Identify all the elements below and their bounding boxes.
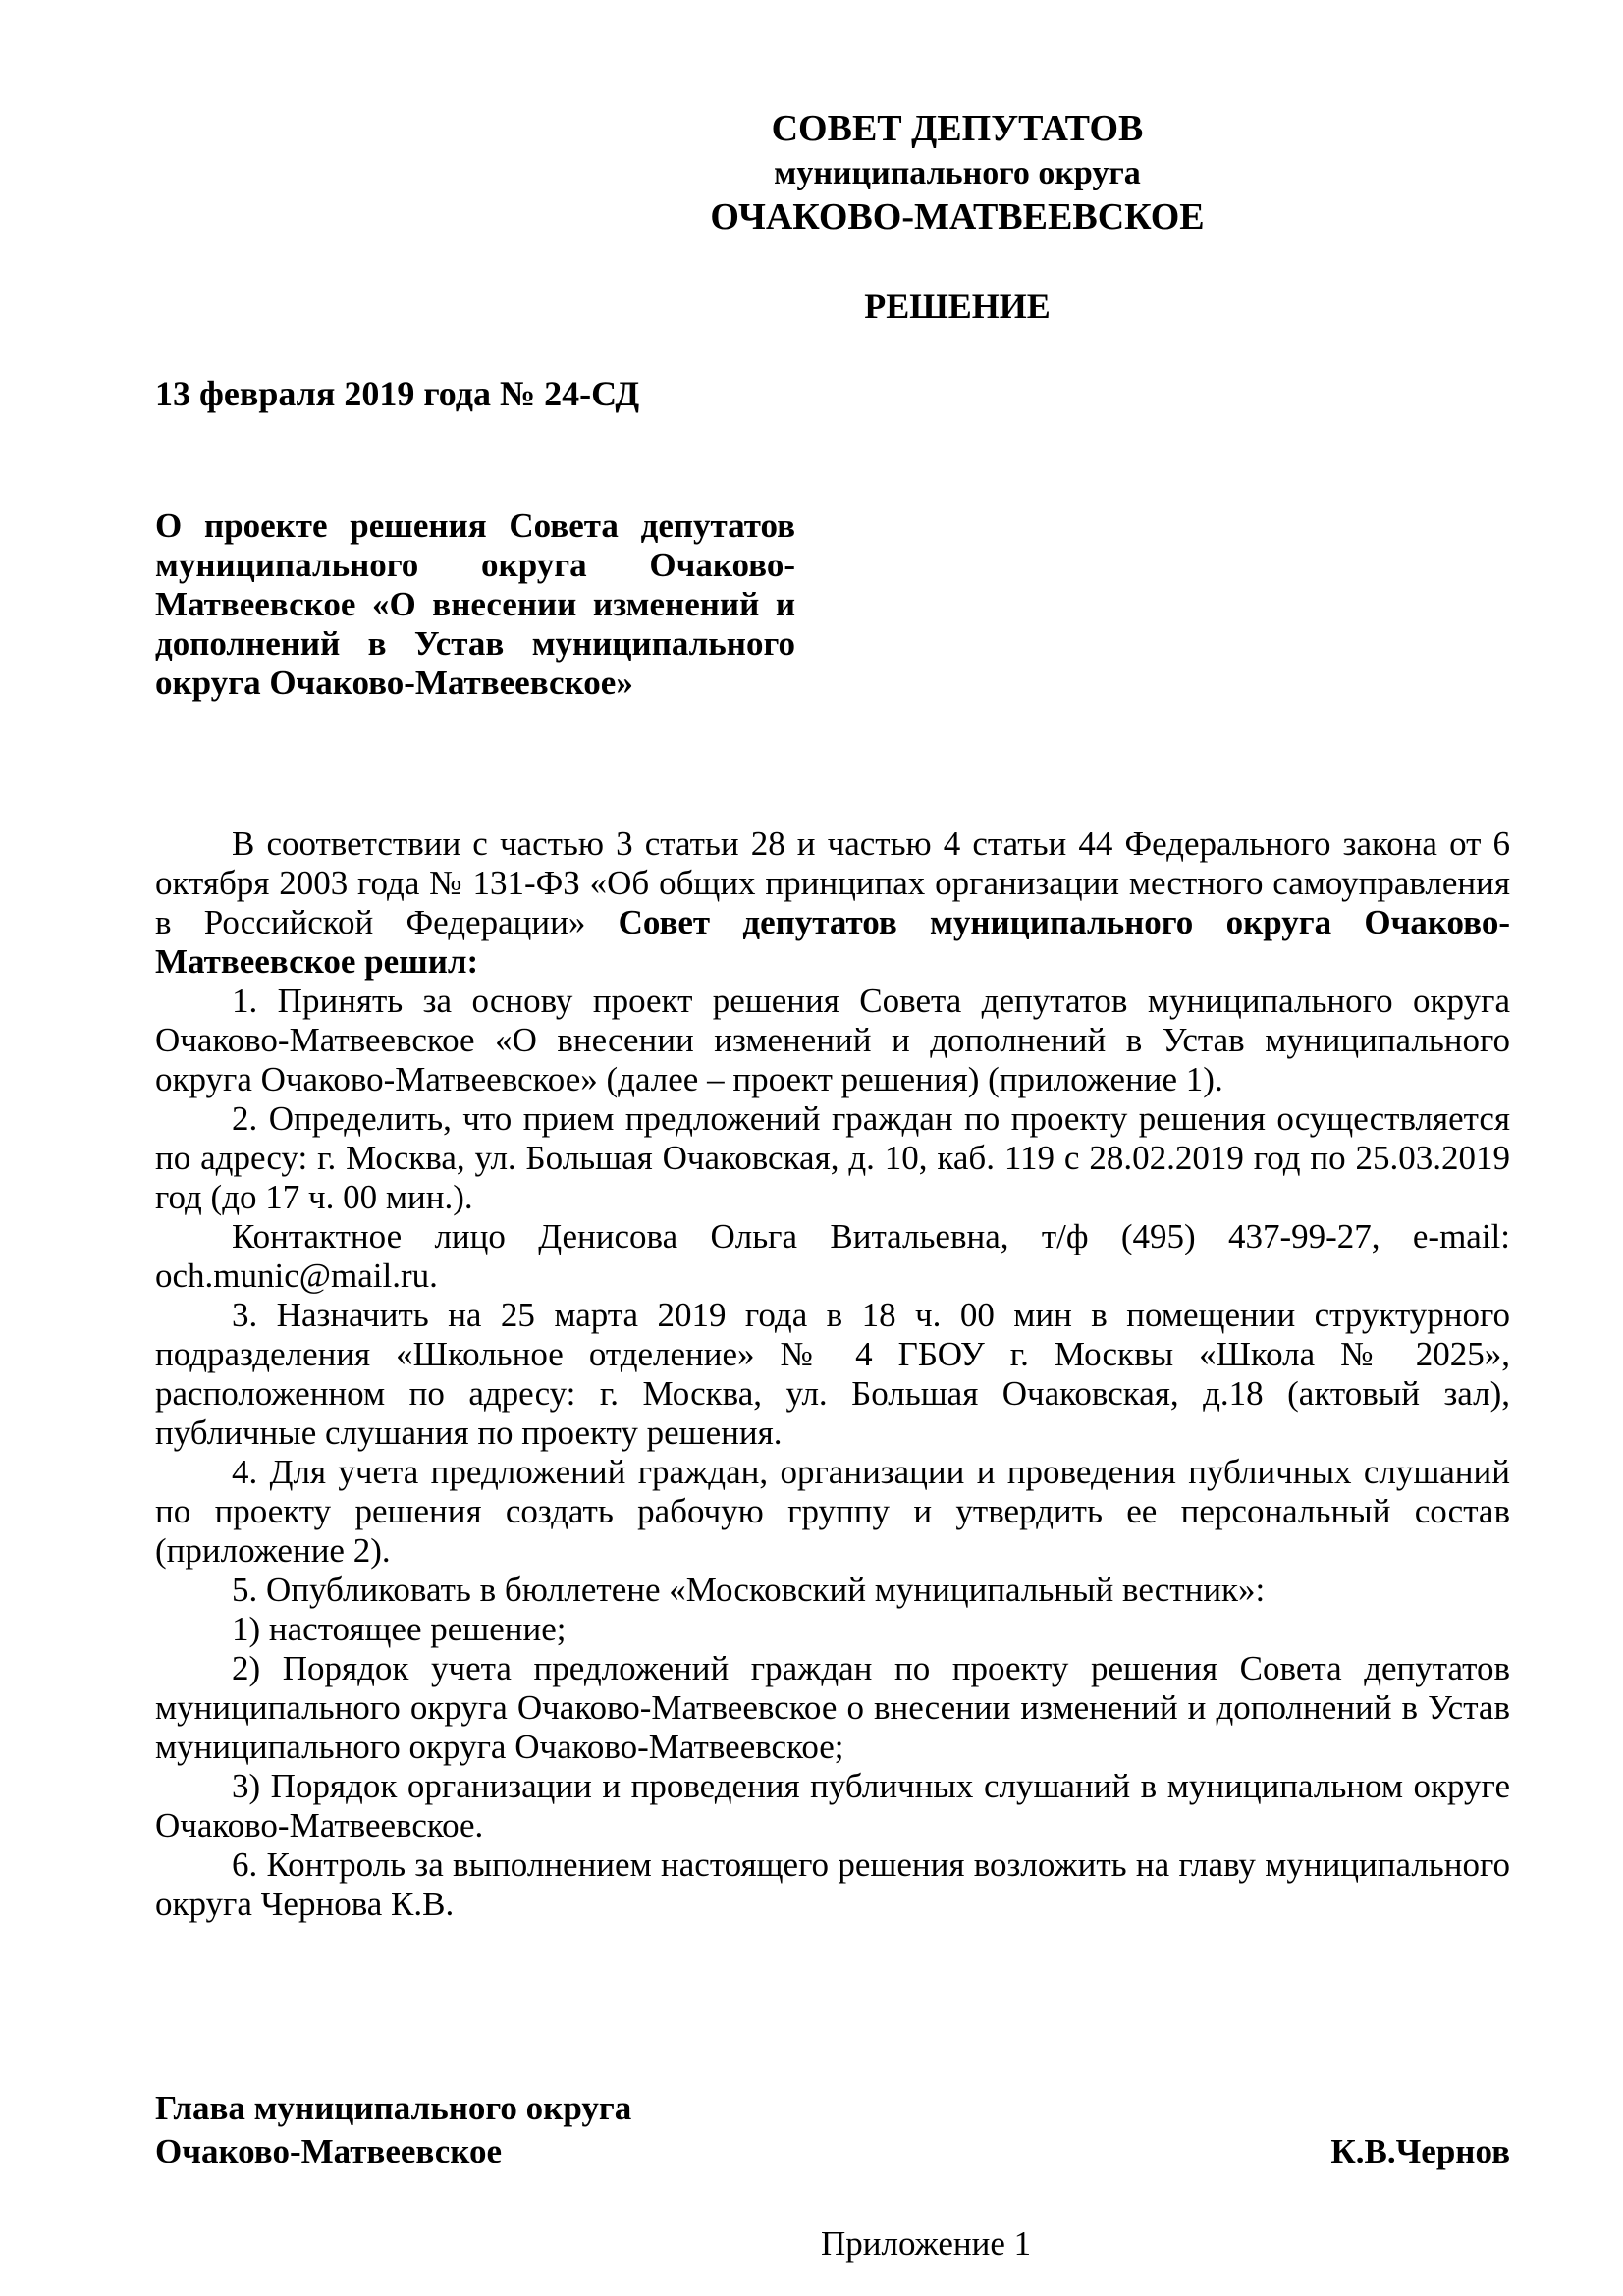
district-name: ОЧАКОВО-МАТВЕЕВСКОЕ	[710, 196, 1205, 238]
clause-5-item-1: 1) настоящее решение;	[232, 1610, 567, 1648]
clause-4: 4. Для учета предложений граждан, организации и проведения публичных слушаний по проекту решения создать рабочую группу и утвердить ее персональный состав (приложение 2).	[155, 1453, 1510, 1570]
clause-5-item-2: 2) Порядок учета предложений граждан по проекту решения Совета депутатов муниципального округа Очаково-Матвеевское о внесении изменений и дополнений в Устав муниципального округа Очаково-Матвеевское;	[155, 1649, 1510, 1766]
clause-5-item-3: 3) Порядок организации и проведения публичных слушаний в муниципальном округе Очаково-Матвеевское.	[155, 1767, 1510, 1844]
clause-1: 1. Принять за основу проект решения Совета депутатов муниципального округа Очаково-Матвеевское «О внесении изменений и дополнений в Устав муниципального округа Очаково-Матвеевское» (далее – проект решения) (приложение 1).	[155, 982, 1510, 1098]
clause-3: 3. Назначить на 25 марта 2019 года в 18 ч. 00 мин в помещении структурного подразделения «Школьное отделение» № 4 ГБОУ г. Москвы «Школа № 2025», расположенном по адресу: г. Москва, ул. Большая Очаковская, д.18 (актовый зал), публичные слушания по проекту решения.	[155, 1296, 1510, 1452]
appendix-label: Приложение 1	[821, 2224, 1032, 2263]
clause-5: 5. Опубликовать в бюллетене «Московский муниципальный вестник»:	[232, 1571, 1266, 1609]
signatory-title-line-2: Очаково-Матвеевское	[155, 2132, 503, 2170]
contact-paragraph: Контактное лицо Денисова Ольга Витальевна, т/ф (495) 437-99-27, e-mail: och.munic@mail.ru.	[155, 1217, 1510, 1295]
document-type: РЕШЕНИЕ	[864, 287, 1051, 326]
preamble-paragraph	[155, 825, 1510, 982]
council-subtitle: муниципального округа	[774, 155, 1141, 191]
decision-subject: О проекте решения Совета депутатов муниципального округа Очаково-Матвеевское «О внесении изменений и дополнений в Устав муниципального округа Очаково-Матвеевское»	[155, 507, 795, 702]
clause-2: 2. Определить, что прием предложений граждан по проекту решения осуществляется по адресу: г. Москва, ул. Большая Очаковская, д. 10, каб. 119 с 28.02.2019 год по 25.03.2019 год (до 17 ч. 00 мин.).	[155, 1099, 1510, 1216]
signatory-name: К.В.Чернов	[1330, 2132, 1510, 2170]
signatory-title-line-1: Глава муниципального округа	[155, 2089, 632, 2127]
preamble-resolution: Совет депутатов муниципального округа Очаково-Матвеевское решил:	[155, 903, 1510, 981]
council-title: СОВЕТ ДЕПУТАТОВ	[771, 108, 1144, 149]
date-and-number: 13 февраля 2019 года № 24-СД	[155, 374, 640, 413]
preamble-text: В соответствии с частью 3 статьи 28 и частью 4 статьи 44 Федерального закона от 6 октября 2003 года № 131-ФЗ «Об общих принципах организации местного самоуправления в Российской Федерации»	[155, 825, 1510, 941]
decision-body	[155, 825, 1510, 1924]
clause-6: 6. Контроль за выполнением настоящего решения возложить на главу муниципального округа Чернова К.В.	[155, 1845, 1510, 1923]
signature-block	[155, 2087, 1510, 2173]
